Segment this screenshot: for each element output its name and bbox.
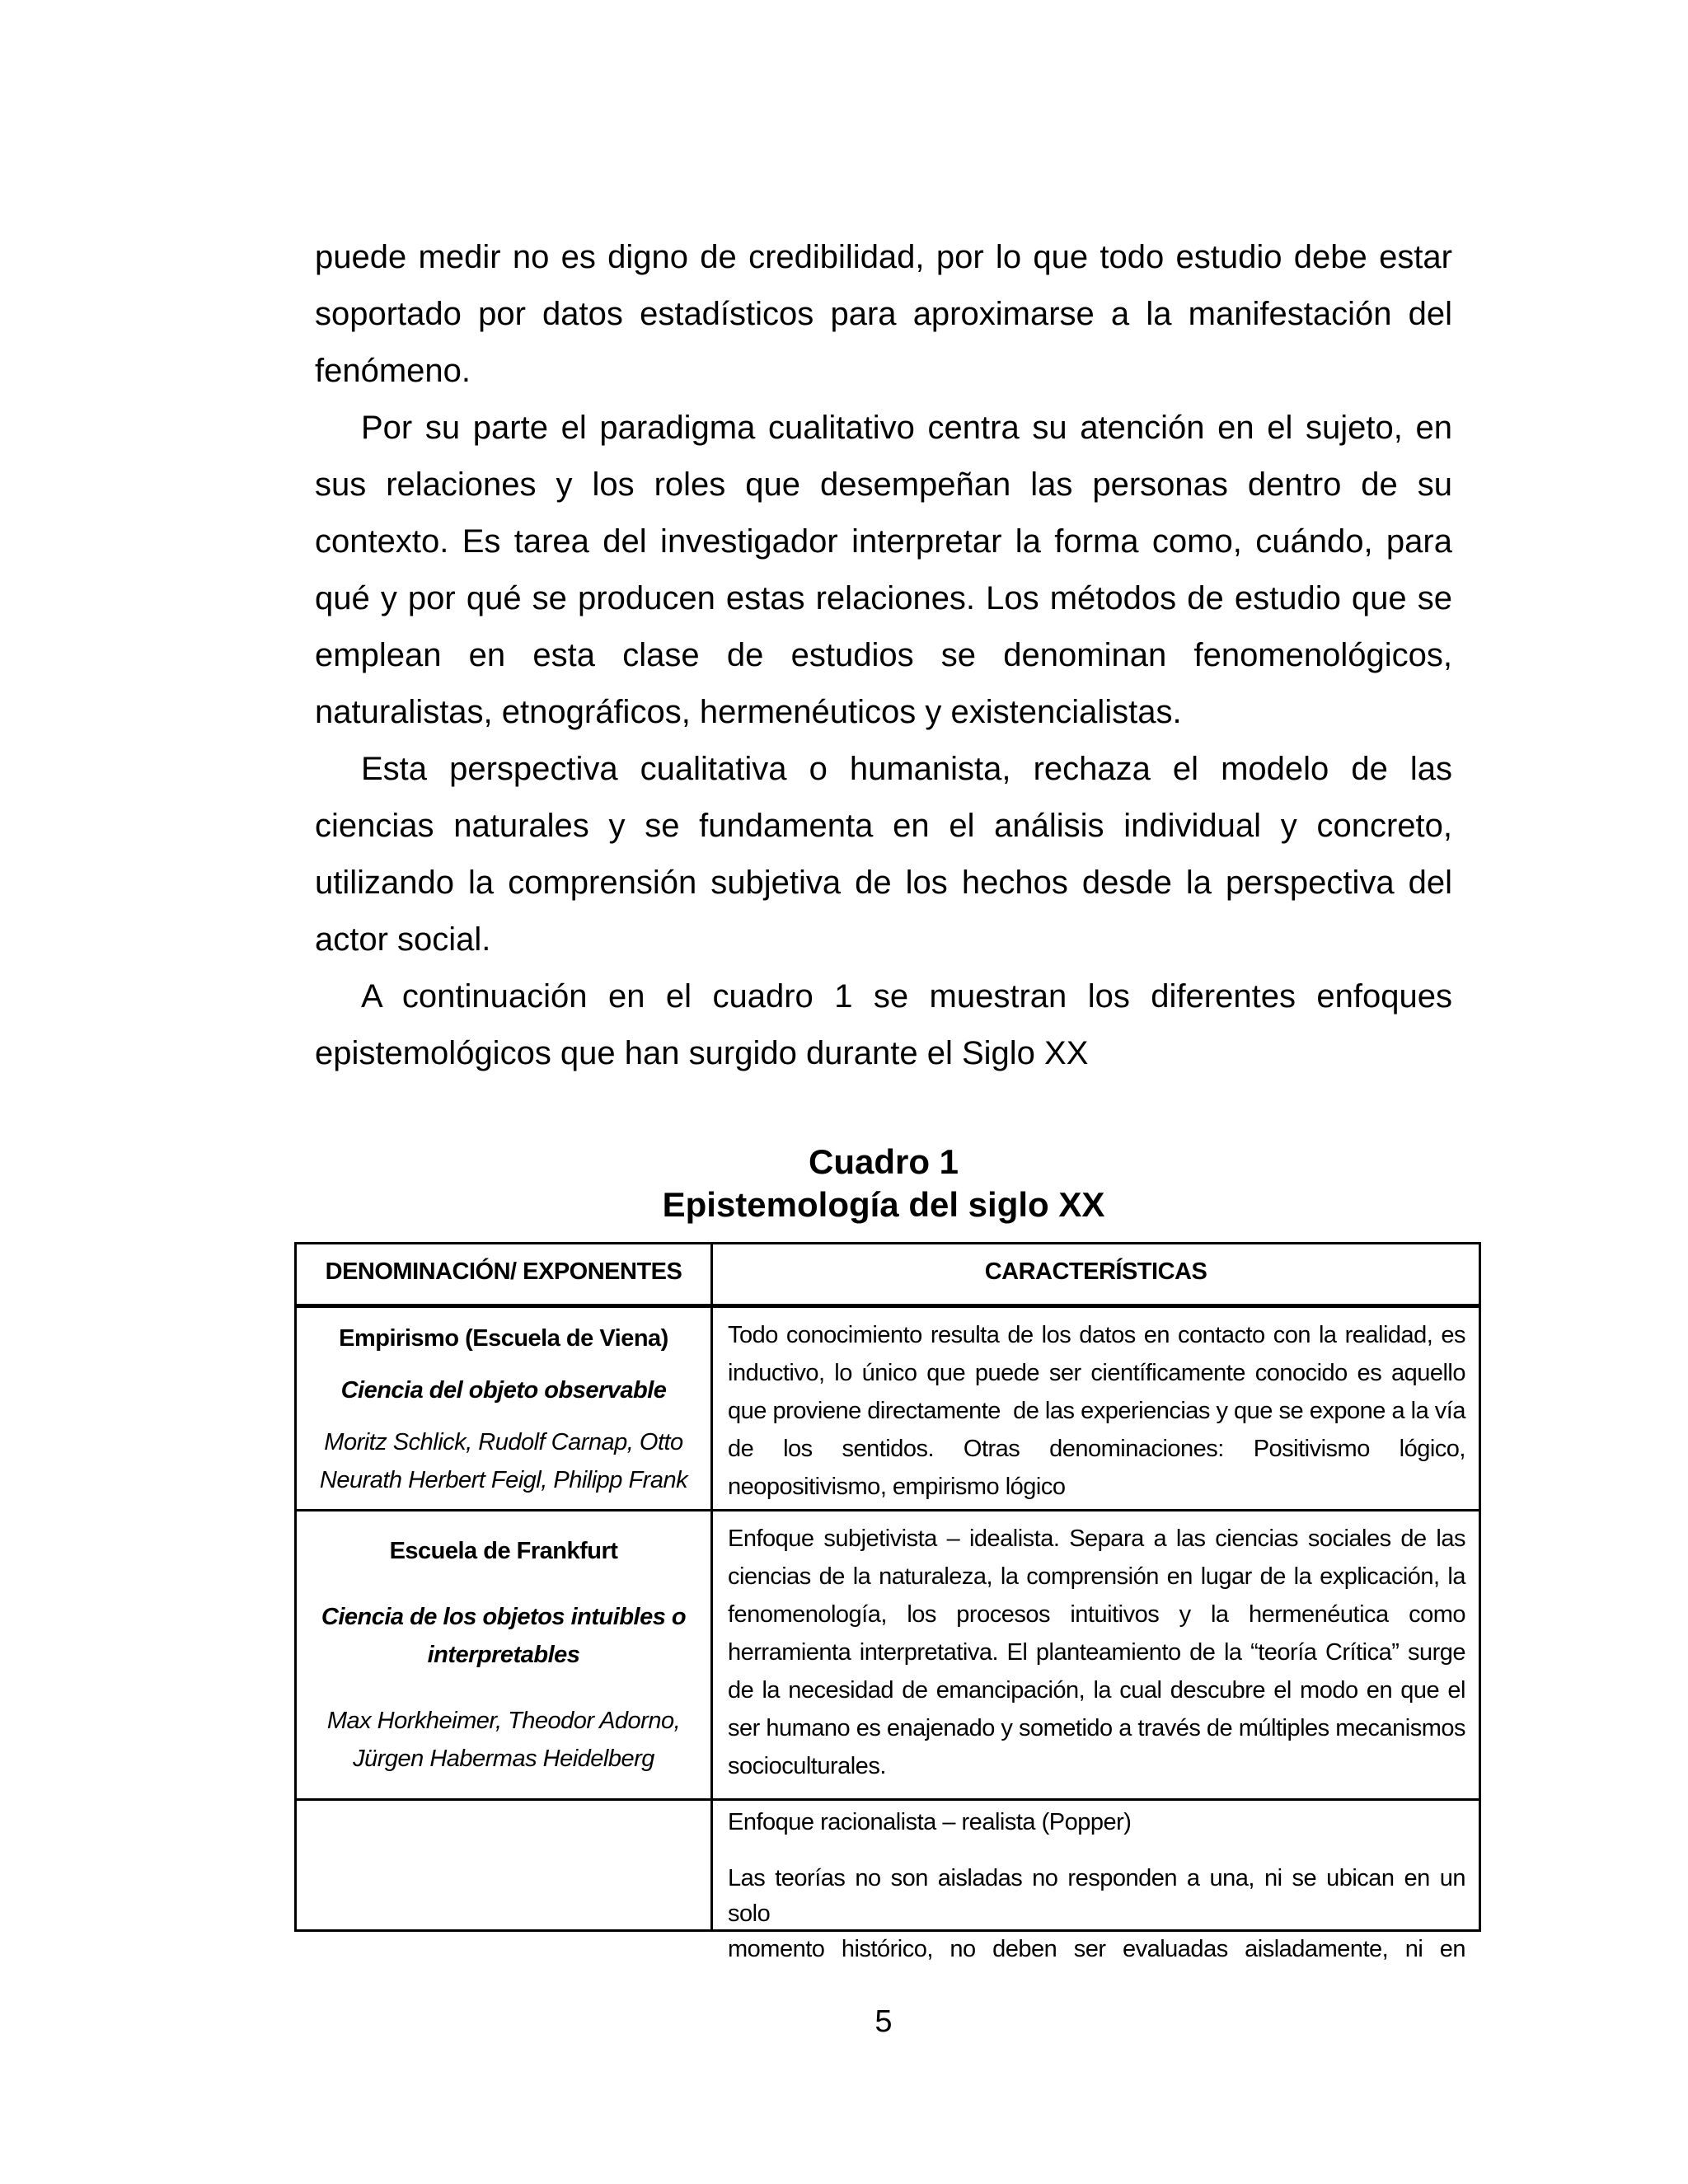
header-cell-caracteristicas: CARACTERÍSTICAS xyxy=(984,1258,1207,1285)
right-line: de la necesidad de emancipación, la cual descubre el modo en que el xyxy=(728,1677,1465,1704)
left-block xyxy=(297,1423,710,1499)
body-line: epistemológicos que han surgido durante el Siglo XX xyxy=(315,1035,1089,1071)
table-body xyxy=(297,1308,1479,1962)
left-line: Escuela de Frankfurt xyxy=(389,1538,618,1564)
left-line: interpretables xyxy=(427,1642,580,1668)
cell-caracteristicas xyxy=(713,1308,1479,1509)
left-block xyxy=(297,1532,710,1570)
right-line: de los sentidos. Otras denominaciones: Positivismo lógico, xyxy=(728,1436,1465,1462)
cell-denominacion xyxy=(297,1308,713,1509)
table-title-line1: Cuadro 1 xyxy=(808,1142,959,1181)
cell-caracteristicas xyxy=(713,1801,1479,1962)
left-line: Max Horkheimer, Theodor Adorno, xyxy=(326,1708,681,1734)
table-row xyxy=(297,1801,1479,1962)
left-block xyxy=(297,1371,710,1409)
cell-denominacion xyxy=(297,1511,713,1798)
right-line: inductivo, lo único que puede ser científicamente conocido es aquello xyxy=(728,1360,1465,1386)
body-line: soportado por datos estadísticos para aproximarse a la manifestación del xyxy=(315,296,1452,332)
left-line: Ciencia de los objetos intuibles o xyxy=(321,1604,687,1630)
right-line: herramienta interpretativa. El planteamiento de la “teoría Crítica” surge xyxy=(728,1639,1465,1666)
left-line: Neurath Herbert Feigl, Philipp Frank xyxy=(319,1467,688,1493)
body-line: contexto. Es tarea del investigador interpretar la forma como, cuándo, para xyxy=(315,523,1452,560)
right-line: Enfoque subjetivista – idealista. Separa a las ciencias sociales de las xyxy=(728,1526,1465,1552)
right-line: momento histórico, no deben ser evaluadas aisladamente, ni en xyxy=(728,1936,1465,1962)
cell-caracteristicas xyxy=(713,1511,1479,1798)
right-line: que proviene directamente de las experiencias y que se expone a la vía xyxy=(728,1398,1465,1424)
body-line: A continuación en el cuadro 1 se muestran los diferentes enfoques xyxy=(361,978,1452,1015)
left-block xyxy=(297,1319,710,1357)
right-line: ciencias de la naturaleza, la comprensión en lugar de la explicación, la xyxy=(728,1563,1465,1590)
body-line: actor social. xyxy=(315,921,491,958)
body-line: puede medir no es digno de credibilidad, por lo que todo estudio debe estar xyxy=(315,239,1452,275)
body-line: emplean en esta clase de estudios se denominan fenomenológicos, xyxy=(315,637,1452,673)
right-line: Enfoque racionalista – realista (Popper) xyxy=(728,1809,1132,1835)
body-line: Esta perspectiva cualitativa o humanista, rechaza el modelo de las xyxy=(361,751,1452,787)
blank-line xyxy=(728,1840,1465,1861)
right-line: Las teorías no son aisladas no responden a una, ni se ubican en un solo xyxy=(728,1865,1472,1927)
epistemology-table xyxy=(294,1242,1481,1962)
body-line: utilizando la comprensión subjetiva de los hechos desde la perspectiva del xyxy=(315,865,1452,901)
body-line: ciencias naturales y se fundamenta en el análisis individual y concreto, xyxy=(315,808,1452,844)
right-line: ser humano es enajenado y sometido a través de múltiples mecanismos xyxy=(728,1715,1465,1741)
body-text xyxy=(315,229,1452,1082)
left-block xyxy=(297,1598,710,1674)
table-row xyxy=(297,1511,1479,1801)
left-line: Ciencia del objeto observable xyxy=(340,1377,667,1404)
left-line: Moritz Schlick, Rudolf Carnap, Otto xyxy=(324,1429,683,1455)
cell-denominacion xyxy=(297,1801,713,1929)
body-line: sus relaciones y los roles que desempeñan las personas dentro de su xyxy=(315,466,1452,503)
table-title xyxy=(315,1141,1452,1226)
body-line: Por su parte el paradigma cualitativo centra su atención en el sujeto, en xyxy=(361,410,1452,446)
right-line: neopositivismo, empirismo lógico xyxy=(728,1474,1066,1500)
body-line: naturalistas, etnográficos, hermenéuticos y existencialistas. xyxy=(315,694,1182,730)
left-block xyxy=(297,1702,710,1778)
table-header-row xyxy=(297,1244,1479,1308)
header-cell-denominacion: DENOMINACIÓN/ EXPONENTES xyxy=(297,1244,713,1304)
body-line: fenómeno. xyxy=(315,353,471,389)
table-title-line2: Epistemología del siglo XX xyxy=(662,1185,1105,1224)
right-line: socioculturales. xyxy=(728,1753,886,1779)
page-number: 5 xyxy=(874,2004,893,2039)
left-line: Empirismo (Escuela de Viena) xyxy=(339,1325,668,1352)
body-line: qué y por qué se producen estas relaciones. Los métodos de estudio que se xyxy=(315,580,1452,616)
left-line: Jürgen Habermas Heidelberg xyxy=(353,1746,654,1772)
right-line: fenomenología, los procesos intuitivos y la hermenéutica como xyxy=(728,1601,1465,1628)
table-row xyxy=(297,1308,1479,1511)
right-line: Todo conocimiento resulta de los datos en contacto con la realidad, es xyxy=(728,1322,1465,1348)
